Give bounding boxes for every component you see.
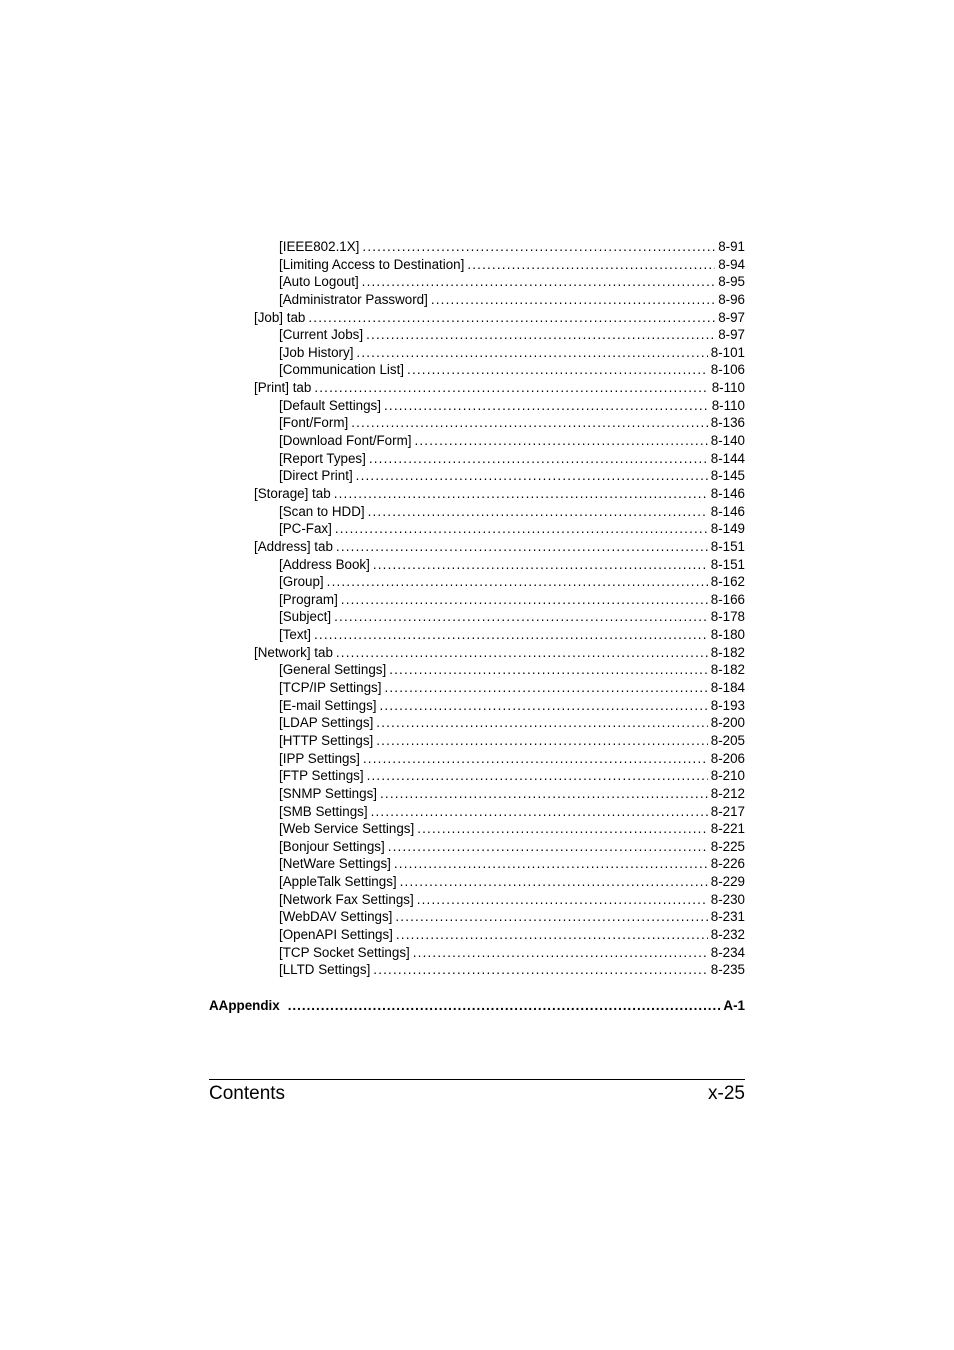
footer-page-number: x-25 bbox=[708, 1083, 745, 1104]
toc-entry-label: [Network Fax Settings] bbox=[279, 891, 414, 907]
toc-subsection-entry[interactable] bbox=[254, 256, 745, 274]
dot-leader bbox=[314, 379, 708, 397]
dot-leader bbox=[407, 361, 708, 379]
toc-subsection-entry[interactable] bbox=[254, 820, 745, 838]
toc-entry-page: 8-182 bbox=[710, 644, 745, 660]
dot-leader bbox=[356, 344, 707, 362]
toc-entry-page: 8-91 bbox=[718, 239, 745, 254]
toc-subsection-entry[interactable] bbox=[254, 573, 745, 591]
toc-entry-label: [LLTD Settings] bbox=[279, 962, 371, 978]
toc-subsection-entry[interactable] bbox=[254, 344, 745, 362]
toc-subsection-entry[interactable] bbox=[254, 414, 745, 432]
toc-subsection-entry[interactable] bbox=[254, 714, 745, 732]
chapter-letter: A bbox=[209, 998, 219, 1013]
toc-entry-label: [AppleTalk Settings] bbox=[279, 874, 397, 890]
toc-subsection-entry[interactable] bbox=[254, 697, 745, 715]
dot-leader bbox=[389, 661, 708, 679]
toc-entry-page: 8-206 bbox=[710, 750, 745, 766]
dot-leader bbox=[336, 644, 708, 662]
toc-subsection-entry[interactable] bbox=[254, 361, 745, 379]
toc-entry-page: 8-180 bbox=[710, 627, 745, 643]
toc-entry-page: 8-232 bbox=[710, 926, 745, 942]
chapter-title: Appendix bbox=[218, 998, 280, 1013]
toc-entry-page: 8-229 bbox=[710, 874, 745, 890]
toc-entry-label: [Program] bbox=[279, 591, 338, 607]
dot-leader bbox=[327, 573, 708, 591]
toc-entry-page: 8-146 bbox=[710, 485, 745, 501]
toc-entry-label: [IEEE802.1X] bbox=[279, 239, 360, 254]
dot-leader bbox=[368, 503, 708, 521]
toc-entry-page: 8-234 bbox=[710, 944, 745, 960]
dot-leader bbox=[373, 556, 708, 574]
toc-list bbox=[254, 238, 745, 979]
toc-entry-page: 8-212 bbox=[710, 785, 745, 801]
dot-leader bbox=[467, 256, 715, 274]
toc-entry-label: [FTP Settings] bbox=[279, 768, 364, 784]
dot-leader bbox=[380, 697, 708, 715]
dot-leader bbox=[356, 467, 708, 485]
toc-entry-label: [Job History] bbox=[279, 344, 354, 360]
toc-subsection-entry[interactable] bbox=[254, 520, 745, 538]
toc-entry-page: 8-230 bbox=[710, 891, 745, 907]
dot-leader bbox=[366, 326, 715, 344]
toc-subsection-entry[interactable] bbox=[254, 679, 745, 697]
toc-subsection-entry[interactable] bbox=[254, 503, 745, 521]
toc-entry-page: 8-136 bbox=[710, 415, 745, 431]
toc-entry-label: [SNMP Settings] bbox=[279, 785, 377, 801]
toc-entry-page: 8-166 bbox=[710, 591, 745, 607]
dot-leader bbox=[373, 961, 707, 979]
toc-entry-label: [Subject] bbox=[279, 609, 332, 625]
dot-leader bbox=[362, 238, 715, 256]
toc-chapter-appendix[interactable] bbox=[209, 998, 745, 1013]
toc-entry-page: 8-95 bbox=[718, 274, 745, 290]
toc-subsection-entry[interactable] bbox=[254, 397, 745, 415]
toc-entry-page: 8-97 bbox=[718, 327, 745, 343]
toc-entry-label: [NetWare Settings] bbox=[279, 856, 391, 872]
chapter-page: A-1 bbox=[723, 998, 745, 1013]
toc-subsection-entry[interactable] bbox=[254, 855, 745, 873]
toc-subsection-entry[interactable] bbox=[254, 803, 745, 821]
toc-entry-label: [IPP Settings] bbox=[279, 750, 360, 766]
dot-leader bbox=[396, 926, 708, 944]
toc-entry-label: [Download Font/Form] bbox=[279, 433, 412, 449]
dot-leader bbox=[351, 414, 708, 432]
toc-entry-label: [Web Service Settings] bbox=[279, 821, 415, 837]
toc-entry-page: 8-146 bbox=[710, 503, 745, 519]
toc-entry-label: [Network] tab bbox=[254, 644, 333, 660]
toc-entry-page: 8-225 bbox=[710, 838, 745, 854]
dot-leader bbox=[431, 291, 715, 309]
toc-subsection-entry[interactable] bbox=[254, 961, 745, 979]
dot-leader bbox=[363, 750, 708, 768]
toc-entry-label: [OpenAPI Settings] bbox=[279, 926, 393, 942]
dot-leader bbox=[334, 608, 708, 626]
toc-entry-label: [Address] tab bbox=[254, 538, 333, 554]
toc-entry-page: 8-151 bbox=[710, 556, 745, 572]
toc-entry-page: 8-205 bbox=[710, 732, 745, 748]
toc-entry-page: 8-140 bbox=[710, 433, 745, 449]
dot-leader bbox=[308, 309, 715, 327]
toc-entry-label: [LDAP Settings] bbox=[279, 715, 374, 731]
footer-divider bbox=[209, 1079, 745, 1080]
toc-entry-label: [PC-Fax] bbox=[279, 521, 332, 537]
dot-leader bbox=[417, 820, 708, 838]
toc-entry-label: [Administrator Password] bbox=[279, 291, 428, 307]
toc-subsection-entry[interactable] bbox=[254, 767, 745, 785]
toc-entry-label: [SMB Settings] bbox=[279, 803, 368, 819]
toc-entry-page: 8-184 bbox=[710, 680, 745, 696]
toc-subsection-entry[interactable] bbox=[254, 732, 745, 750]
toc-entry-page: 8-110 bbox=[711, 380, 745, 396]
toc-entry-page: 8-110 bbox=[711, 397, 745, 413]
toc-entry-page: 8-210 bbox=[710, 768, 745, 784]
dot-leader bbox=[417, 891, 708, 909]
toc-section-entry[interactable] bbox=[254, 538, 745, 556]
toc-entry-label: [Direct Print] bbox=[279, 468, 353, 484]
toc-entry-label: [General Settings] bbox=[279, 662, 387, 678]
toc-entry-page: 8-151 bbox=[710, 538, 745, 554]
toc-entry-label: [Default Settings] bbox=[279, 397, 381, 413]
dot-leader bbox=[388, 838, 708, 856]
toc-subsection-entry[interactable] bbox=[254, 626, 745, 644]
dot-leader bbox=[414, 432, 707, 450]
dot-leader bbox=[394, 855, 708, 873]
toc-subsection-entry[interactable] bbox=[254, 944, 745, 962]
toc-entry-page: 8-200 bbox=[710, 715, 745, 731]
toc-entry-label: [Text] bbox=[279, 627, 311, 643]
toc-entry-page: 8-162 bbox=[710, 574, 745, 590]
toc-subsection-entry[interactable] bbox=[254, 591, 745, 609]
toc-entry-label: [Bonjour Settings] bbox=[279, 838, 385, 854]
toc-subsection-entry[interactable] bbox=[254, 785, 745, 803]
toc-entry-page: 8-235 bbox=[710, 962, 745, 978]
toc-entry-page: 8-144 bbox=[710, 450, 745, 466]
toc-subsection-entry[interactable] bbox=[254, 450, 745, 468]
dot-leader bbox=[400, 873, 708, 891]
toc-subsection-entry[interactable] bbox=[254, 556, 745, 574]
toc-entry-page: 8-178 bbox=[710, 609, 745, 625]
toc-entry-page: 8-221 bbox=[710, 821, 745, 837]
toc-entry-page: 8-106 bbox=[710, 362, 745, 378]
toc-entry-label: [WebDAV Settings] bbox=[279, 909, 393, 925]
toc-subsection-entry[interactable] bbox=[254, 838, 745, 856]
dot-leader bbox=[336, 538, 708, 556]
toc-entry-label: [TCP Socket Settings] bbox=[279, 944, 410, 960]
toc-entry-label: [Address Book] bbox=[279, 556, 370, 572]
toc-entry-label: [E-mail Settings] bbox=[279, 697, 377, 713]
dot-leader bbox=[369, 450, 708, 468]
toc-entry-page: 8-149 bbox=[710, 521, 745, 537]
toc-section-entry[interactable] bbox=[254, 379, 745, 397]
toc-section-entry[interactable] bbox=[254, 485, 745, 503]
toc-section-entry[interactable] bbox=[254, 309, 745, 327]
toc-entry-page: 8-97 bbox=[718, 309, 745, 325]
dot-leader bbox=[371, 803, 708, 821]
dot-leader bbox=[314, 626, 708, 644]
toc-subsection-entry[interactable] bbox=[254, 750, 745, 768]
toc-entry-label: [Group] bbox=[279, 574, 324, 590]
dot-leader bbox=[341, 591, 708, 609]
toc-entry-page: 8-182 bbox=[710, 662, 745, 678]
dot-leader bbox=[335, 520, 708, 538]
toc-subsection-entry[interactable] bbox=[254, 432, 745, 450]
dot-leader bbox=[288, 998, 722, 1013]
toc-entry-label: [Communication List] bbox=[279, 362, 405, 378]
toc-subsection-entry[interactable] bbox=[254, 326, 745, 344]
dot-leader bbox=[384, 397, 709, 415]
toc-entry-label: [TCP/IP Settings] bbox=[279, 680, 382, 696]
toc-entry-page: 8-145 bbox=[710, 468, 745, 484]
toc-entry-label: [Limiting Access to Destination] bbox=[279, 256, 465, 272]
toc-entry-label: [Current Jobs] bbox=[279, 327, 364, 343]
toc-entry-label: [Auto Logout] bbox=[279, 274, 359, 290]
dot-leader bbox=[362, 273, 716, 291]
toc-entry-label: [Font/Form] bbox=[279, 415, 349, 431]
toc-entry-label: [Job] tab bbox=[254, 309, 306, 325]
toc-entry-label: [Scan to HDD] bbox=[279, 503, 365, 519]
toc-entry-page: 8-96 bbox=[718, 291, 745, 307]
toc-section-entry[interactable] bbox=[254, 644, 745, 662]
toc-subsection-entry[interactable] bbox=[254, 661, 745, 679]
dot-leader bbox=[334, 485, 708, 503]
dot-leader bbox=[367, 767, 708, 785]
toc-entry-page: 8-231 bbox=[710, 909, 745, 925]
toc-entry-page: 8-226 bbox=[710, 856, 745, 872]
toc-entry-page: 8-193 bbox=[710, 697, 745, 713]
toc-entry-label: [HTTP Settings] bbox=[279, 732, 374, 748]
toc-entry-page: 8-101 bbox=[710, 344, 745, 360]
toc-subsection-entry[interactable] bbox=[254, 273, 745, 291]
toc-subsection-entry[interactable] bbox=[254, 873, 745, 891]
toc-entry-page: 8-217 bbox=[710, 803, 745, 819]
dot-leader bbox=[376, 714, 707, 732]
toc-subsection-entry[interactable] bbox=[254, 291, 745, 309]
toc-subsection-entry[interactable] bbox=[254, 908, 745, 926]
toc-subsection-entry[interactable] bbox=[254, 926, 745, 944]
dot-leader bbox=[376, 732, 707, 750]
dot-leader bbox=[413, 944, 708, 962]
toc-subsection-entry[interactable] bbox=[254, 608, 745, 626]
toc-entry-label: [Report Types] bbox=[279, 450, 366, 466]
dot-leader bbox=[380, 785, 708, 803]
footer-section-title: Contents bbox=[209, 1083, 286, 1104]
toc-subsection-entry[interactable] bbox=[254, 891, 745, 909]
toc-entry-page: 8-94 bbox=[718, 256, 745, 272]
toc-subsection-entry[interactable] bbox=[254, 238, 745, 256]
toc-subsection-entry[interactable] bbox=[254, 467, 745, 485]
dot-leader bbox=[395, 908, 707, 926]
toc-entry-label: [Print] tab bbox=[254, 380, 312, 396]
dot-leader bbox=[384, 679, 707, 697]
toc-entry-label: [Storage] tab bbox=[254, 485, 331, 501]
